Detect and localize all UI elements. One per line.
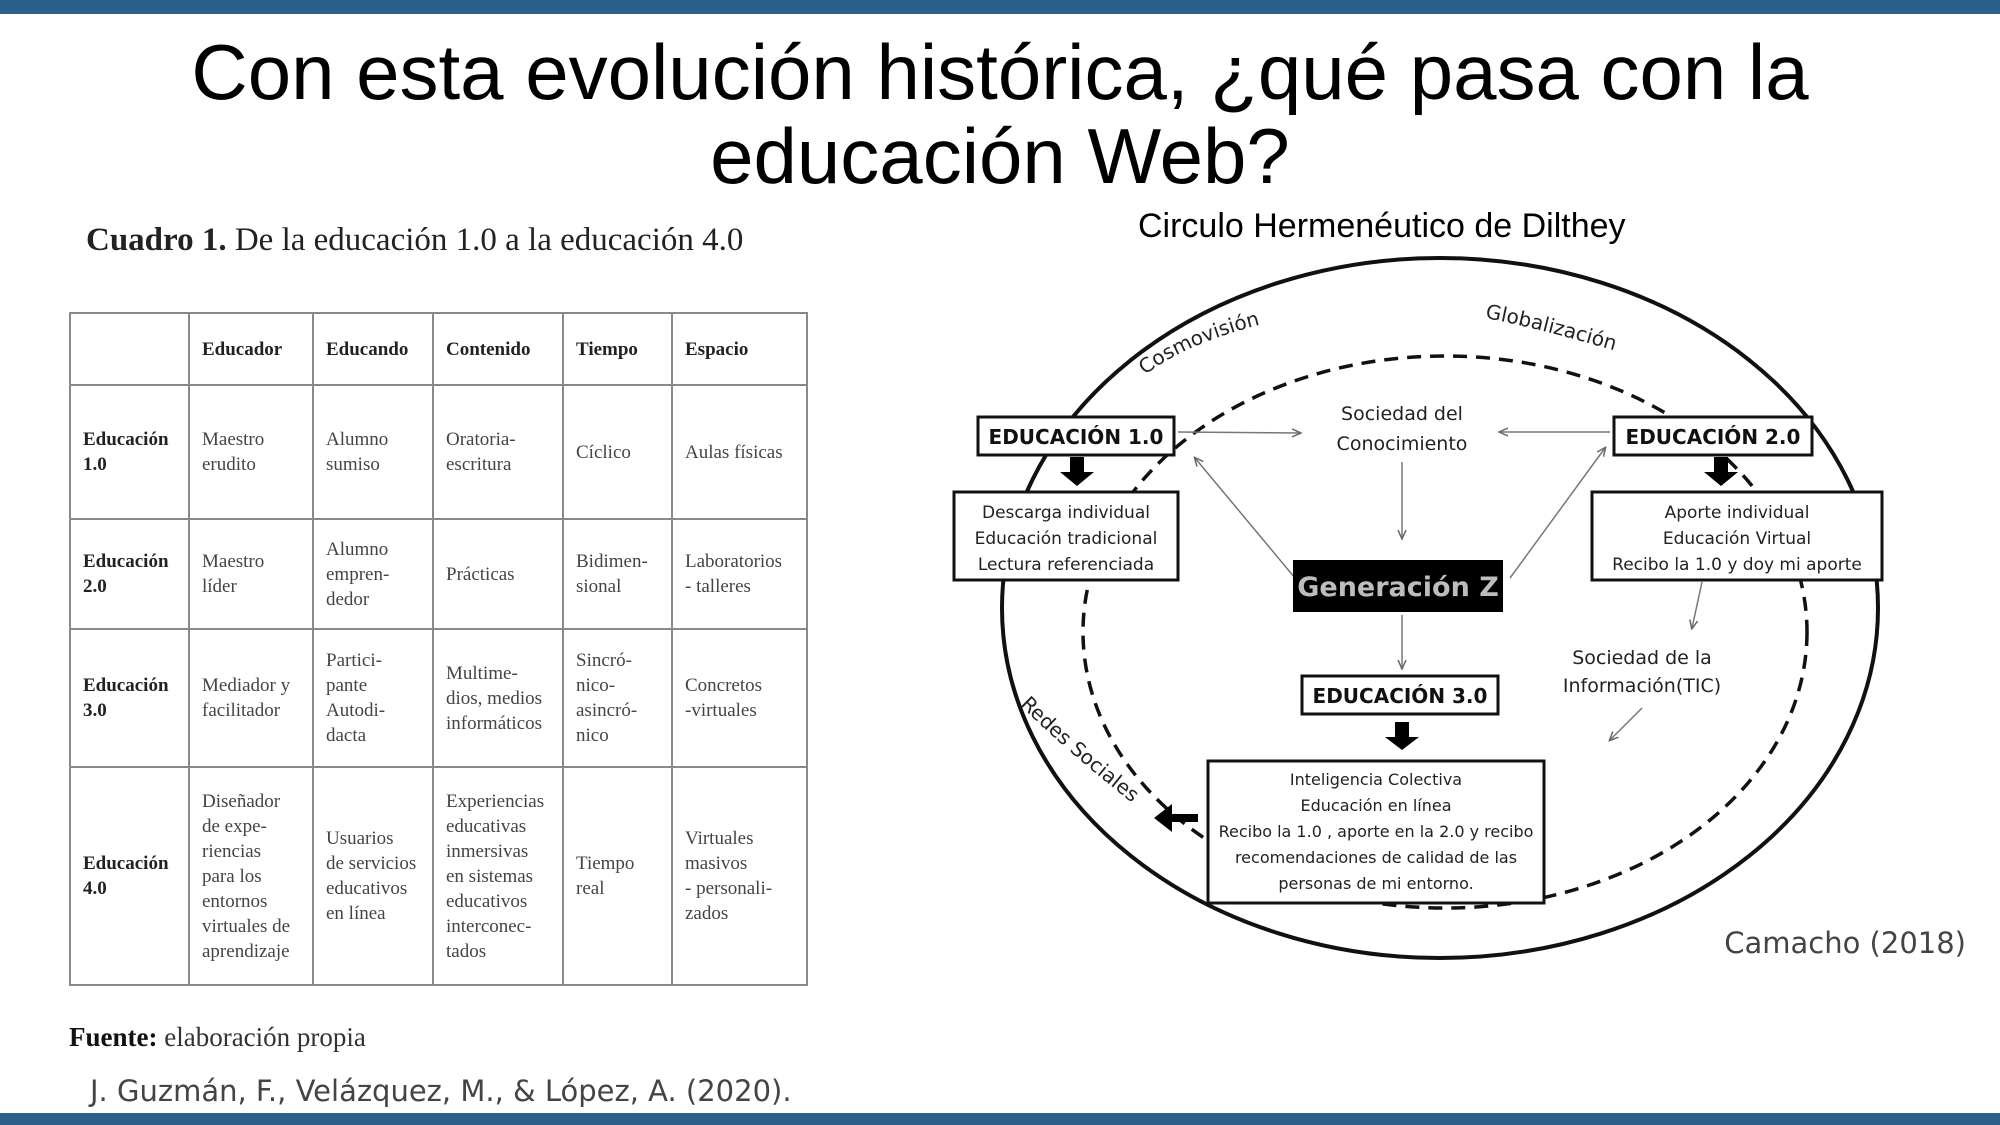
table-cell: Prácticas (446, 563, 515, 585)
table-cell: Concretos -virtuales (685, 675, 763, 721)
table-source (69, 1022, 366, 1053)
table-caption (86, 222, 743, 259)
table-cell: Oratoria- escritura (446, 429, 516, 475)
row-label: Educación 1.0 (83, 429, 169, 475)
diagram-title: Circulo Hermenéutico de Dilthey (1138, 207, 1626, 245)
arc-label-globalizacion: Globalización (1483, 299, 1620, 356)
table-row (70, 629, 807, 767)
table-row (70, 385, 807, 519)
edu3-label: EDUCACIÓN 3.0 (1312, 684, 1488, 708)
edu3-down-arrow (1385, 722, 1419, 750)
arrow-informacion-to-edu3 (1610, 708, 1642, 740)
left-citation: J. Guzmán, F., Velázquez, M., & López, A. (2020). (90, 1074, 792, 1108)
table-cell: Sincró- nico- asincró- nico (576, 650, 638, 746)
generacion-z-label: Generación Z (1297, 572, 1499, 603)
sociedad-conocimiento-line: Sociedad del (1341, 403, 1463, 425)
source-text: elaboración propia (157, 1022, 366, 1052)
edu2-desc-line: Aporte individual (1664, 503, 1810, 523)
bottom-accent-bar (0, 1113, 2000, 1125)
right-citation: Camacho (2018) (1724, 926, 1966, 960)
edu1-label: EDUCACIÓN 1.0 (988, 425, 1164, 449)
table-cell: Cíclico (576, 441, 631, 463)
education-table (69, 312, 808, 986)
source-bold: Fuente: (69, 1022, 158, 1052)
sociedad-conocimiento-line: Conocimiento (1336, 433, 1468, 455)
table-cell: Partici- pante Autodi- dacta (326, 650, 386, 746)
table-header-cell: Tiempo (563, 313, 672, 385)
edu2-label: EDUCACIÓN 2.0 (1625, 425, 1801, 449)
table-caption-bold: Cuadro 1. (86, 222, 227, 258)
hermeneutic-circle-diagram (940, 240, 1900, 970)
redes-left-arrow (1154, 804, 1198, 832)
table-header-cell: Espacio (672, 313, 807, 385)
table-cell: Alumno empren- dedor (326, 538, 390, 610)
edu1-down-arrow (1060, 457, 1094, 486)
table-header-cell: Educando (313, 313, 433, 385)
arrow-edu2-to-informacion (1692, 582, 1702, 628)
slide-title-line1: Con esta evolución histórica, ¿qué pasa con la (191, 28, 1809, 116)
table-cell: Virtuales masivos - personali- zados (685, 828, 773, 924)
table-row (70, 767, 807, 985)
row-label: Educación 3.0 (83, 675, 169, 721)
edu3-desc-line: recomendaciones de calidad de las (1234, 848, 1518, 867)
table-cell: Usuarios de servicios educativos en línea (326, 828, 417, 924)
slide-title (0, 30, 2000, 198)
edu1-desc-line: Descarga individual (982, 503, 1150, 523)
edu3-desc-line: personas de mi entorno. (1278, 874, 1474, 893)
arc-label-cosmovision: Cosmovisión (1133, 306, 1262, 380)
edu3-desc-line: Recibo la 1.0 , aporte en la 2.0 y recibo (1218, 822, 1534, 841)
edu1-desc-line: Lectura referenciada (977, 555, 1155, 575)
slide-title-line2: educación Web? (710, 112, 1290, 200)
table-cell: Laboratorios - talleres (685, 551, 783, 597)
sociedad-informacion-line: Información(TIC) (1562, 675, 1722, 697)
table-cell: Maestro líder (202, 551, 265, 597)
table-cell: Alumno sumiso (326, 429, 389, 475)
edu2-desc-line: Educación Virtual (1662, 529, 1812, 549)
table-header-cell (70, 313, 189, 385)
sociedad-informacion-line: Sociedad de la (1572, 647, 1712, 669)
table-header-row (70, 313, 807, 385)
arc-label-redes-sociales: Redes Sociales (1016, 691, 1145, 807)
table-cell: Maestro erudito (202, 429, 265, 475)
row-label: Educación 4.0 (83, 853, 169, 899)
table-cell: Experiencias educativas inmersivas en sistemas educativos interconec- tados (446, 790, 545, 962)
row-label: Educación 2.0 (83, 551, 169, 597)
table-cell: Multime- dios, medios informáticos (446, 662, 543, 734)
arrow-edu1-to-sociedad (1178, 432, 1300, 433)
arrow-generacion-to-edu1 (1195, 458, 1295, 578)
table-row (70, 519, 807, 629)
top-accent-bar (0, 0, 2000, 14)
edu3-desc-line: Inteligencia Colectiva (1289, 770, 1463, 789)
table-caption-text: De la educación 1.0 a la educación 4.0 (226, 222, 744, 258)
edu3-desc-line: Educación en línea (1300, 796, 1452, 815)
table-cell: Aulas físicas (685, 441, 783, 463)
table-cell: Mediador y facilitador (202, 675, 291, 721)
table-header-cell: Contenido (433, 313, 563, 385)
table-header-cell: Educador (189, 313, 313, 385)
edu1-desc-line: Educación tradicional (974, 529, 1158, 549)
table-cell: Bidimen- sional (576, 551, 648, 597)
table-cell: Tiempo real (576, 853, 635, 899)
edu2-down-arrow (1704, 457, 1738, 486)
table-cell: Diseñador de expe- riencias para los entornos virtuales de aprendizaje (202, 790, 291, 962)
edu2-desc-line: Recibo la 1.0 y doy mi aporte (1612, 555, 1862, 575)
